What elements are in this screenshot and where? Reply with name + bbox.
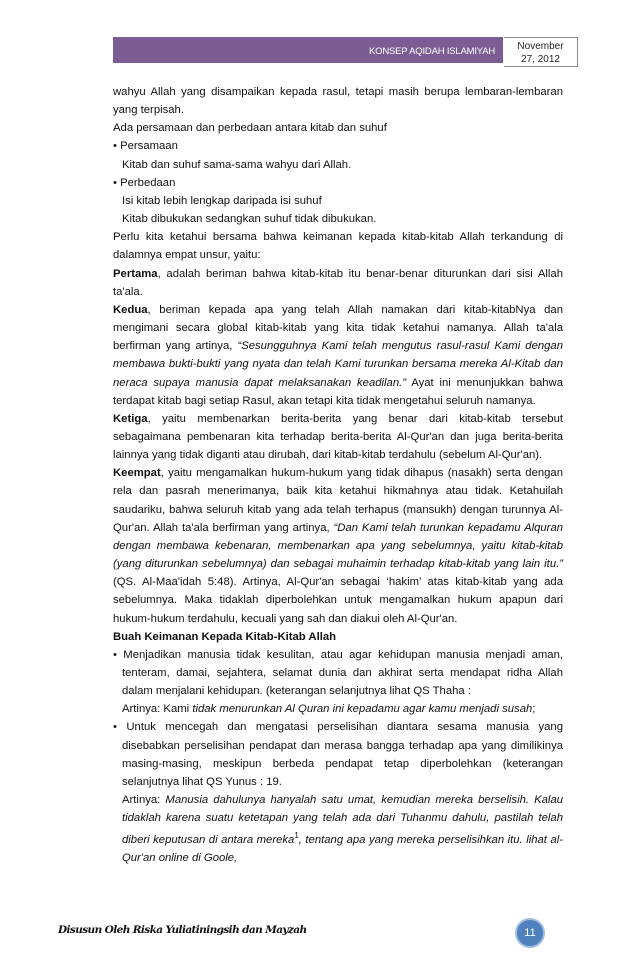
bullet-item (113, 718, 563, 791)
list-item-persamaan: • Persamaan (113, 140, 178, 153)
point-kedua (113, 301, 563, 410)
point-text: , yaitu mengamalkan hukum-hukum yang tidak dihapus (nasakh) serta dengan rela dan pasrah menerimanya, baik kita ketahui hikmahnya atau tidak. Ketahuilah saudariku, bahwa seluruh kitab yang ada telah terhapus (mansukh) dengan turunnya Al-Qur'an. Allah ta'ala berfirman yang artinya, (113, 467, 563, 534)
footer-author: Disusun Oleh Riska Yuliatiningsih dan Mayzah (58, 924, 307, 936)
header-date-day-year: 27, 2012 (521, 54, 560, 65)
point-label: Ketiga (113, 412, 148, 425)
point-keempat (113, 464, 563, 627)
footnote-marker: 1 (294, 831, 299, 841)
section-heading-text: Buah Keimanan Kepada Kitab-Kitab Allah (113, 630, 337, 643)
quote-text: “Dan Kami telah turunkan kepadamu Alquran dengan membawa kebenaran, membenarkan apa yang sebelumnya, yaitu kitab-kitab (yang diturunkan sebelumnya) dan sebagai muhaimin terhadap kitab-kitab yang lain itu.” (113, 521, 564, 571)
artinya-prefix: Artinya: (122, 794, 166, 807)
paragraph: Ada persamaan dan perbedaan antara kitab dan suhuf (113, 122, 387, 135)
point-text: Ayat ini menunjukkan bahwa terdapat kitab bagi setiap Rasul, akan tetapi kita tidak mengetahui seluruh namanya. (113, 376, 563, 407)
artinya-prefix: Artinya: Kami (122, 703, 193, 716)
point-ketiga (113, 410, 563, 464)
perbedaan-text: Kitab dibukukan sedangkan suhuf tidak dibukukan. (122, 213, 377, 226)
artinya-suffix: ; (532, 703, 536, 716)
point-label: Pertama (113, 267, 158, 280)
header-date-month: November (517, 41, 564, 52)
header-band (113, 37, 503, 63)
list-item-perbedaan: • Perbedaan (113, 176, 176, 189)
header-title: KONSEP AQIDAH ISLAMIYAH (369, 46, 495, 57)
point-text: (QS. Al-Maa'idah 5:48). Artinya, Al-Qur'an sebagai ‘hakim’ atas kitab-kitab yang ada sebelumnya. Maka tidaklah diperbolehkan untuk mengamalkan hukum apapun dari hukum-hukum terdahulu, kecuali yang sah dan diakui oleh Al-Qur'an. (113, 576, 563, 625)
point-text: , yaitu membenarkan berita-berita yang benar dari kitab-kitab tersebut sebagaimana pembenaran kita terhadap berita-berita Al-Qur'an dan juga berita-berita lainnya yang tidak diganti atau dirubah, dari kitab-kitab terdahulu (sebelum Al-Qur'an). (113, 412, 563, 462)
quote-text: “Sesungguhnya Kami telah mengutus rasul-rasul Kami dengan membawa bukti-bukti yang nyata dan telah Kami turunkan bersama mereka Al-Kitab dan neraca supaya manusia dapat melaksanakan keadilan.” (113, 340, 563, 389)
bullet-item (113, 646, 563, 700)
header-date (504, 37, 578, 67)
bullet-text: • Menjadikan manusia tidak kesulitan, atau agar kehidupan manusia menjadi aman, tenteram, damai, sejahtera, selamat dunia dan akhirat serta mendapat ridha Allah dalam menjalani kehidupan. (keterangan selanjutnya lihat QS Thaha : (113, 648, 563, 698)
perbedaan-text: Isi kitab lebih lengkap daripada isi suhuf (122, 194, 322, 207)
artinya-italic: tidak menurunkan Al Quran ini kepadamu agar kamu menjadi susah (192, 703, 533, 716)
persamaan-text: Kitab dan suhuf sama-sama wahyu dari Allah. (122, 158, 352, 171)
paragraph: wahyu Allah yang disampaikan kepada rasul, tetapi masih berupa lembaran-lembaran yang terpisah. (113, 86, 563, 117)
artinya-italic: , tentang apa yang mereka perselisihkan itu. lihat al-Qur'an online di Goole, (122, 834, 563, 865)
page-number-badge: 11 (515, 918, 545, 948)
point-pertama (113, 265, 563, 301)
artinya-line (113, 700, 563, 718)
section-heading (113, 628, 563, 646)
paragraph: Perlu kita ketahui bersama bahwa keimanan kepada kitab-kitab Allah terkandung di dalamnya empat unsur, yaitu: (113, 231, 563, 262)
artinya-italic: Manusia dahulunya hanyalah satu umat, kemudian mereka berselisih. Kalau tidaklah karena suatu ketetapan yang telah ada dari Tuhanmu dahulu, pastilah telah diberi keputusan di antara mereka (122, 794, 564, 847)
point-text: , beriman kepada apa yang telah Allah namakan dari kitab-kitabNya dan mengimani secara global kitab-kitab yang kita tidak ketahui namanya. Allah ta'ala berfirman yang artinya, (113, 303, 563, 353)
point-label: Keempat (113, 467, 161, 480)
artinya-line (113, 791, 563, 867)
point-label: Kedua (113, 303, 148, 316)
bullet-text: • Untuk mencegah dan mengatasi perselisihan diantara sesama manusia yang disebabkan perselisihan pendapat dan merasa bangga terhadap apa yang dimilikinya masing-masing, meskipun berbeda pendapat tetap diperbolehkan (keterangan selanjutnya lihat QS Yunus : 19. (113, 721, 563, 788)
point-text: , adalah beriman bahwa kitab-kitab itu benar-benar diturunkan dari sisi Allah ta'ala. (113, 267, 563, 298)
page-body (113, 83, 563, 867)
